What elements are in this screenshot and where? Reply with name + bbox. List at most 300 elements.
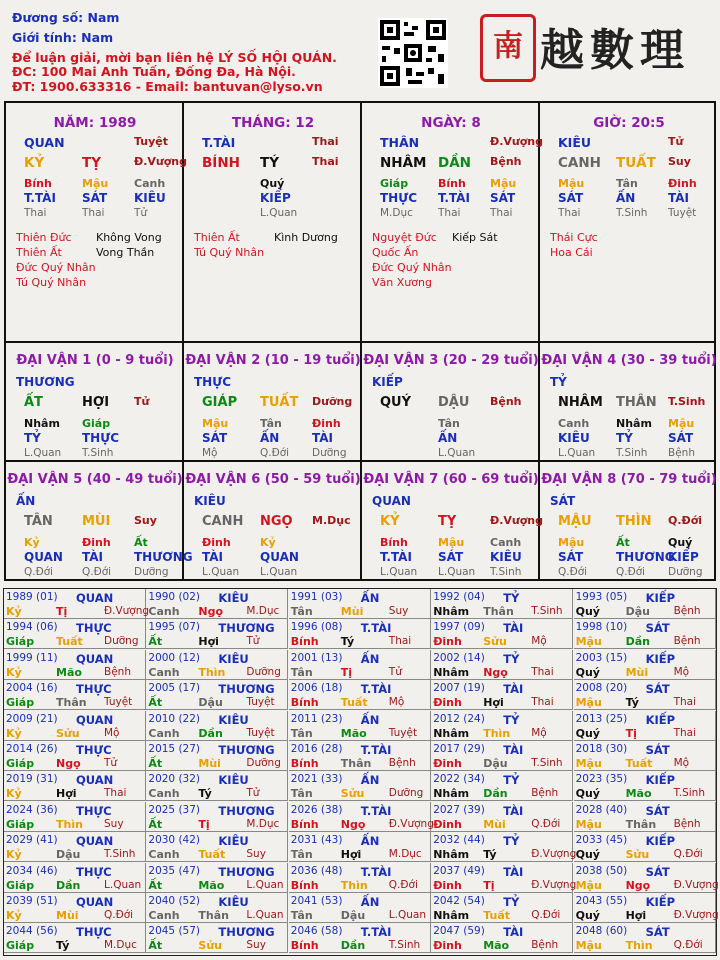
pillar-cell: SÁT	[82, 191, 108, 205]
year-phase: Q.Đới	[104, 909, 134, 921]
year-stem: Quý	[575, 605, 600, 618]
shensha-star: Tú Quý Nhân	[16, 276, 87, 289]
year-branch: Thân	[56, 696, 87, 710]
year-cell	[146, 832, 288, 862]
year-god: T.TÀI	[360, 682, 392, 697]
year-label: 2041 (53)	[290, 895, 343, 907]
dai-van-cell: Suy	[134, 514, 157, 527]
pillar-cell: NHÂM	[380, 155, 427, 171]
year-branch: Tý	[198, 787, 212, 801]
year-phase: Đ.Vượng	[388, 817, 434, 830]
year-god: T.TÀI	[360, 621, 392, 636]
year-branch: Ngọ	[198, 605, 224, 618]
year-god: KIÊU	[218, 834, 249, 849]
year-stem: Kỷ	[6, 909, 22, 922]
year-god: KIÊU	[218, 651, 249, 666]
year-cell	[4, 711, 146, 741]
dai-van-cell: ẤN	[438, 431, 458, 445]
dai-van-cell: Canh	[558, 417, 590, 430]
year-cell	[574, 711, 716, 741]
year-god: TỶ	[503, 591, 520, 605]
year-cell	[289, 619, 431, 649]
year-god: T.TÀI	[360, 803, 392, 818]
year-god: TÀI	[503, 621, 524, 636]
shensha-star: Thiên Ất	[16, 246, 62, 259]
year-stem: Tân	[290, 787, 313, 801]
pillar-title: THÁNG: 12	[231, 115, 315, 131]
year-cell	[431, 711, 573, 741]
year-cell	[431, 589, 573, 619]
year-cell	[4, 650, 146, 680]
year-label: 2014 (26)	[6, 743, 58, 755]
year-label: 1996 (08)	[290, 621, 343, 634]
year-phase: Tuyệt	[246, 726, 275, 739]
year-phase: Đ.Vượng	[531, 878, 577, 891]
dai-van-cell: QUAN	[24, 550, 63, 564]
year-branch: Sửu	[56, 726, 80, 740]
year-stem: Ất	[148, 696, 163, 710]
year-phase: Tuyệt	[246, 696, 275, 709]
year-branch: Tị	[198, 817, 210, 831]
pillar-cell: Bính	[24, 177, 52, 190]
dai-van-cell: L.Quan	[438, 566, 476, 578]
year-label: 2025 (37)	[148, 803, 201, 816]
year-branch: Tý	[625, 696, 639, 710]
dai-van-cell: Bệnh	[668, 447, 695, 459]
year-phase: Suy	[246, 939, 266, 952]
pillar-cell: T.Sinh	[616, 207, 648, 219]
year-branch: Dần	[483, 787, 508, 801]
year-cell	[574, 771, 716, 801]
pillar-cell: BÍNH	[202, 155, 240, 171]
year-label: 2011 (23)	[290, 712, 343, 725]
year-branch: Mùi	[198, 757, 221, 770]
year-label: 2040 (52)	[148, 895, 201, 907]
year-phase: Mộ	[531, 635, 547, 648]
year-label: 1990 (02)	[148, 591, 201, 603]
dai-van-cell: DẬU	[438, 395, 470, 410]
year-cell	[289, 741, 431, 771]
year-branch: Mão	[198, 878, 225, 892]
year-branch: Tý	[340, 635, 355, 649]
year-stem: Ất	[148, 939, 163, 953]
year-god: QUAN	[76, 773, 114, 788]
pillar-cell: Thai	[312, 155, 339, 168]
year-cell	[431, 619, 573, 649]
year-god: ẤN	[360, 651, 380, 666]
year-cell	[4, 863, 146, 893]
year-label: 2045 (57)	[148, 925, 201, 938]
year-branch: Sửu	[625, 848, 650, 862]
year-label: 2035 (47)	[148, 864, 201, 877]
year-branch: Sửu	[198, 939, 222, 953]
dai-van-cell: SÁT	[668, 431, 694, 445]
dai-van-cell: Dưỡng	[668, 566, 703, 578]
year-phase: Bệnh	[104, 665, 131, 678]
year-label: 2017 (29)	[433, 743, 485, 755]
pillar-cell: TUẤT	[616, 155, 656, 171]
year-phase: Thai	[531, 665, 554, 678]
dai-van-cell: Bính	[380, 536, 408, 549]
year-label: 2029 (41)	[6, 834, 58, 847]
year-god: QUAN	[76, 712, 114, 727]
year-label: 2026 (38)	[290, 803, 343, 816]
dai-van-cell: Canh	[490, 536, 522, 549]
dai-van-cell: Mậu	[558, 536, 585, 549]
dai-van-title: ĐẠI VẬN 2 (10 - 19 tuổi)	[185, 353, 361, 368]
year-label: 2003 (15)	[575, 651, 628, 664]
year-god: KIẾP	[645, 834, 676, 849]
year-cell	[146, 680, 288, 710]
year-stem: Nhâm	[433, 665, 470, 679]
year-branch: Tị	[625, 726, 637, 740]
pillar-cell: Bính	[438, 177, 466, 190]
year-phase: Mộ	[673, 665, 690, 678]
dai-van-cell: L.Quan	[260, 566, 298, 578]
year-label: 2020 (32)	[148, 773, 201, 786]
year-branch: Sửu	[483, 635, 507, 649]
dai-van-cell: L.Quan	[380, 566, 418, 578]
year-god: KIÊU	[218, 895, 249, 909]
year-cell	[431, 832, 577, 862]
dai-van-cell: ẤN	[260, 431, 280, 445]
year-god: THỰC	[76, 925, 112, 940]
year-stem: Mậu	[575, 696, 602, 710]
year-stem: Canh	[148, 605, 180, 618]
year-cell	[289, 802, 434, 832]
year-stem: Ất	[148, 635, 163, 649]
year-branch: Dậu	[56, 848, 81, 862]
year-god: ẤN	[360, 895, 380, 909]
pillar-title: NGÀY: 8	[421, 115, 481, 131]
year-stem: Kỷ	[6, 726, 22, 740]
year-label: 2000 (12)	[148, 651, 201, 664]
year-label: 1994 (06)	[6, 621, 58, 634]
year-god: QUAN	[76, 591, 114, 605]
year-phase: Q.Đới	[531, 817, 561, 830]
year-branch: Tuất	[198, 848, 226, 862]
year-god: THƯƠNG	[218, 743, 275, 757]
year-branch: Tị	[483, 878, 495, 892]
year-phase: Dưỡng	[246, 665, 281, 678]
dai-van-cell: SÁT	[438, 550, 464, 564]
year-god: THƯƠNG	[218, 682, 275, 697]
dai-van-cell: THƯƠNG	[134, 550, 193, 564]
year-cell	[431, 650, 573, 680]
pillar-cell: Thai	[82, 207, 105, 219]
dai-van-cell: Mậu	[438, 536, 465, 549]
year-phase: L.Quan	[246, 909, 284, 921]
pillar-cell: SÁT	[558, 191, 584, 205]
pillar-cell: KIẾP	[260, 191, 291, 205]
year-stem: Đinh	[433, 635, 462, 649]
dai-van-god: SÁT	[550, 494, 576, 508]
yearly-table	[3, 588, 717, 956]
year-label: 2043 (55)	[575, 895, 628, 907]
year-branch: Tý	[483, 848, 497, 862]
year-god: T.TÀI	[360, 925, 392, 940]
year-branch: Mùi	[625, 665, 649, 679]
pillar-cell: TỴ	[82, 155, 101, 171]
year-stem: Nhâm	[433, 726, 470, 740]
dai-van-god: ẤN	[16, 494, 36, 508]
dai-van-cell: T.Sinh	[82, 447, 114, 459]
dai-van-cell: NGỌ	[260, 514, 293, 529]
year-god: KIẾP	[645, 895, 676, 909]
year-label: 1991 (03)	[290, 591, 343, 603]
year-god: TÀI	[503, 682, 524, 697]
year-phase: Đ.Vượng	[673, 878, 719, 891]
year-label: 2012 (24)	[433, 712, 485, 725]
year-cell	[146, 771, 288, 801]
year-branch: Thân	[625, 817, 657, 831]
year-branch: Hợi	[340, 848, 362, 862]
year-branch: Dậu	[340, 909, 366, 922]
year-phase: Mộ	[673, 757, 690, 769]
year-stem: Kỷ	[6, 848, 22, 862]
year-cell	[574, 650, 716, 680]
year-label: 2047 (59)	[433, 925, 485, 938]
year-stem: Bính	[290, 817, 319, 831]
pillar-grid	[4, 101, 716, 581]
dai-van-cell: THÂN	[616, 395, 657, 410]
year-phase: T.Sinh	[673, 787, 705, 800]
dai-van-cell: TỴ	[438, 514, 457, 529]
year-branch: Thân	[340, 757, 372, 770]
year-cell	[289, 863, 431, 893]
year-phase: M.Dục	[104, 939, 137, 952]
pillar-cell: SÁT	[490, 191, 516, 205]
dai-van-cell: T.Sinh	[490, 566, 522, 578]
year-cell	[146, 802, 288, 832]
year-god: THƯƠNG	[218, 864, 275, 879]
dai-van-cell: TỶ	[616, 431, 633, 445]
year-branch: Hợi	[56, 787, 77, 801]
year-stem: Ất	[148, 757, 163, 770]
year-stem: Giáp	[6, 817, 35, 831]
dai-van-cell: Q.Đới	[24, 566, 54, 578]
year-god: SÁT	[645, 743, 670, 757]
year-cell	[4, 589, 150, 619]
year-god: KIÊU	[218, 591, 249, 605]
year-cell	[146, 893, 288, 923]
pillar-cell: T.TÀI	[24, 191, 56, 205]
year-phase: Tử	[246, 635, 260, 648]
dai-van-cell: GIÁP	[202, 395, 238, 410]
dai-van-cell: Tân	[438, 417, 460, 430]
year-phase: Đ.Vượng	[531, 848, 577, 861]
year-label: 2039 (51)	[6, 895, 58, 907]
shensha-star: Thái Cực	[550, 231, 598, 244]
year-god: ẤN	[360, 591, 380, 605]
year-stem: Quý	[575, 665, 600, 679]
year-stem: Quý	[575, 787, 600, 801]
dai-van-cell: Bệnh	[490, 395, 522, 408]
year-label: 2019 (31)	[6, 773, 58, 786]
dai-van-cell: Dưỡng	[312, 447, 347, 459]
dai-van-cell: HỢI	[82, 395, 110, 410]
dai-van-cell: L.Quan	[558, 447, 596, 459]
year-label: 2023 (35)	[575, 773, 628, 786]
shensha-star: Vong Thần	[96, 246, 155, 259]
year-branch: Tuất	[56, 635, 83, 649]
year-phase: Dưỡng	[388, 787, 424, 800]
year-cell	[146, 619, 288, 649]
year-label: 1997 (09)	[433, 621, 485, 634]
year-phase: Q.Đới	[673, 848, 703, 861]
year-label: 2016 (28)	[290, 743, 343, 755]
shensha-star: Thiên Ất	[194, 231, 240, 244]
year-phase: Q.Đới	[673, 939, 703, 952]
year-stem: Bính	[290, 696, 319, 710]
year-branch: Mão	[625, 787, 652, 801]
year-phase: M.Dục	[246, 817, 280, 830]
dai-van-cell: Dưỡng	[134, 566, 169, 578]
year-cell	[4, 680, 146, 710]
year-label: 2001 (13)	[290, 651, 343, 664]
year-god: ẤN	[360, 712, 380, 727]
dai-van-cell: L.Quan	[24, 447, 62, 459]
year-god: TÀI	[503, 803, 524, 818]
year-phase: Tuyệt	[388, 726, 418, 739]
year-stem: Bính	[290, 757, 319, 770]
year-stem: Đinh	[433, 817, 462, 831]
dai-van-cell: Q.Đới	[616, 566, 646, 578]
year-phase: Dưỡng	[104, 635, 139, 648]
dai-van-cell: THƯƠNG	[616, 550, 675, 564]
year-phase: Thai	[673, 726, 697, 739]
year-god: ẤN	[360, 773, 380, 788]
year-phase: Bệnh	[531, 939, 559, 952]
year-stem: Canh	[148, 726, 180, 740]
owner-line: Đương số: Nam	[12, 10, 120, 25]
shensha-star: Kình Dương	[274, 231, 338, 244]
year-stem: Mậu	[575, 635, 602, 649]
year-stem: Mậu	[575, 878, 602, 892]
year-branch: Mùi	[56, 909, 79, 922]
dai-van-cell: L.Quan	[438, 447, 476, 459]
shensha-star: Nguyệt Đức	[372, 231, 437, 244]
year-label: 1999 (11)	[6, 651, 58, 664]
pillar-cell: Bệnh	[490, 155, 522, 168]
year-cell	[289, 650, 431, 680]
year-cell	[574, 619, 716, 649]
year-label: 2008 (20)	[575, 682, 628, 695]
dai-van-cell: MÙI	[82, 514, 111, 529]
seal-stamp: 南	[480, 14, 536, 82]
year-label: 2002 (14)	[433, 651, 485, 664]
year-stem: Canh	[148, 848, 180, 862]
dai-van-cell: Dưỡng	[312, 395, 353, 408]
year-label: 2027 (39)	[433, 803, 485, 816]
year-phase: Thai	[673, 696, 697, 709]
year-stem: Nhâm	[433, 848, 470, 862]
year-phase: Bệnh	[531, 787, 559, 800]
year-stem: Quý	[575, 909, 600, 922]
year-branch: Tý	[56, 939, 70, 953]
year-cell	[574, 923, 716, 953]
year-stem: Nhâm	[433, 605, 470, 618]
year-stem: Giáp	[6, 757, 35, 770]
pillar-cell: Tuyệt	[134, 135, 169, 148]
pillar-cell: Thai	[24, 207, 47, 219]
dai-van-cell: KỶ	[380, 514, 400, 529]
dai-van-cell: KIẾP	[668, 550, 699, 564]
dai-van-god: THƯƠNG	[16, 375, 75, 389]
year-stem: Canh	[148, 665, 180, 679]
year-phase: L.Quan	[246, 878, 284, 891]
pillar-cell: THỰC	[380, 191, 418, 205]
dai-van-cell: THÌN	[616, 514, 652, 529]
dai-van-god: KIÊU	[194, 494, 226, 508]
year-branch: Tị	[340, 665, 353, 679]
dai-van-cell: Nhâm	[24, 417, 60, 430]
shensha-star: Đức Quý Nhân	[372, 261, 452, 274]
year-phase: Bệnh	[673, 605, 701, 617]
year-phase: Bệnh	[388, 757, 416, 769]
dai-van-title: ĐẠI VẬN 4 (30 - 39 tuổi)	[541, 353, 717, 368]
dai-van-title: ĐẠI VẬN 3 (20 - 29 tuổi)	[363, 353, 539, 368]
dai-van-cell: TÂN	[24, 514, 53, 529]
year-branch: Hợi	[198, 635, 219, 649]
year-label: 2009 (21)	[6, 712, 58, 725]
year-stem: Tân	[290, 605, 313, 618]
year-stem: Kỷ	[6, 605, 22, 618]
year-cell	[574, 802, 716, 832]
year-phase: T.Sinh	[104, 848, 136, 861]
year-stem: Bính	[290, 878, 319, 892]
year-god: SÁT	[645, 803, 670, 818]
year-god: SÁT	[645, 621, 670, 636]
pillar-title: NĂM: 1989	[53, 115, 137, 131]
year-stem: Kỷ	[6, 787, 22, 801]
address-line: ĐC: 100 Mai Anh Tuấn, Đống Đa, Hà Nội.	[12, 64, 296, 79]
year-cell	[4, 923, 146, 953]
pillar-cell: KIÊU	[134, 191, 166, 205]
year-stem: Giáp	[6, 696, 35, 710]
year-god: TỶ	[503, 895, 520, 909]
dai-van-cell: Đ.Vượng	[490, 514, 544, 527]
year-branch: Dần	[56, 878, 81, 892]
year-stem: Nhâm	[433, 909, 470, 922]
year-stem: Canh	[148, 909, 180, 922]
pillar-cell: Tử	[668, 135, 684, 148]
pillar-cell: Đ.Vượng	[490, 135, 544, 148]
pillar-cell: CANH	[558, 155, 601, 171]
year-branch: Mùi	[340, 605, 364, 618]
year-god: THƯƠNG	[218, 925, 275, 940]
year-stem: Đinh	[433, 696, 462, 710]
year-stem: Quý	[575, 726, 600, 740]
year-phase: Bệnh	[673, 817, 701, 830]
dai-van-cell: M.Dục	[312, 514, 351, 527]
year-label: 2013 (25)	[575, 712, 628, 725]
dai-van-cell: TÀI	[312, 431, 334, 445]
year-stem: Mậu	[575, 939, 602, 953]
year-label: 2007 (19)	[433, 682, 485, 695]
year-stem: Mậu	[575, 817, 602, 831]
year-phase: T.Sinh	[531, 757, 563, 769]
shensha-star: Thiên Đức	[16, 231, 72, 244]
year-label: 1993 (05)	[575, 591, 628, 603]
dai-van-cell: Giáp	[82, 417, 111, 430]
dai-van-god: THỰC	[194, 375, 232, 389]
dai-van-cell: Nhâm	[616, 417, 652, 430]
year-phase: Mộ	[104, 726, 120, 739]
year-phase: Mộ	[388, 696, 405, 709]
year-branch: Mão	[340, 726, 367, 740]
year-god: THỰC	[76, 803, 112, 818]
